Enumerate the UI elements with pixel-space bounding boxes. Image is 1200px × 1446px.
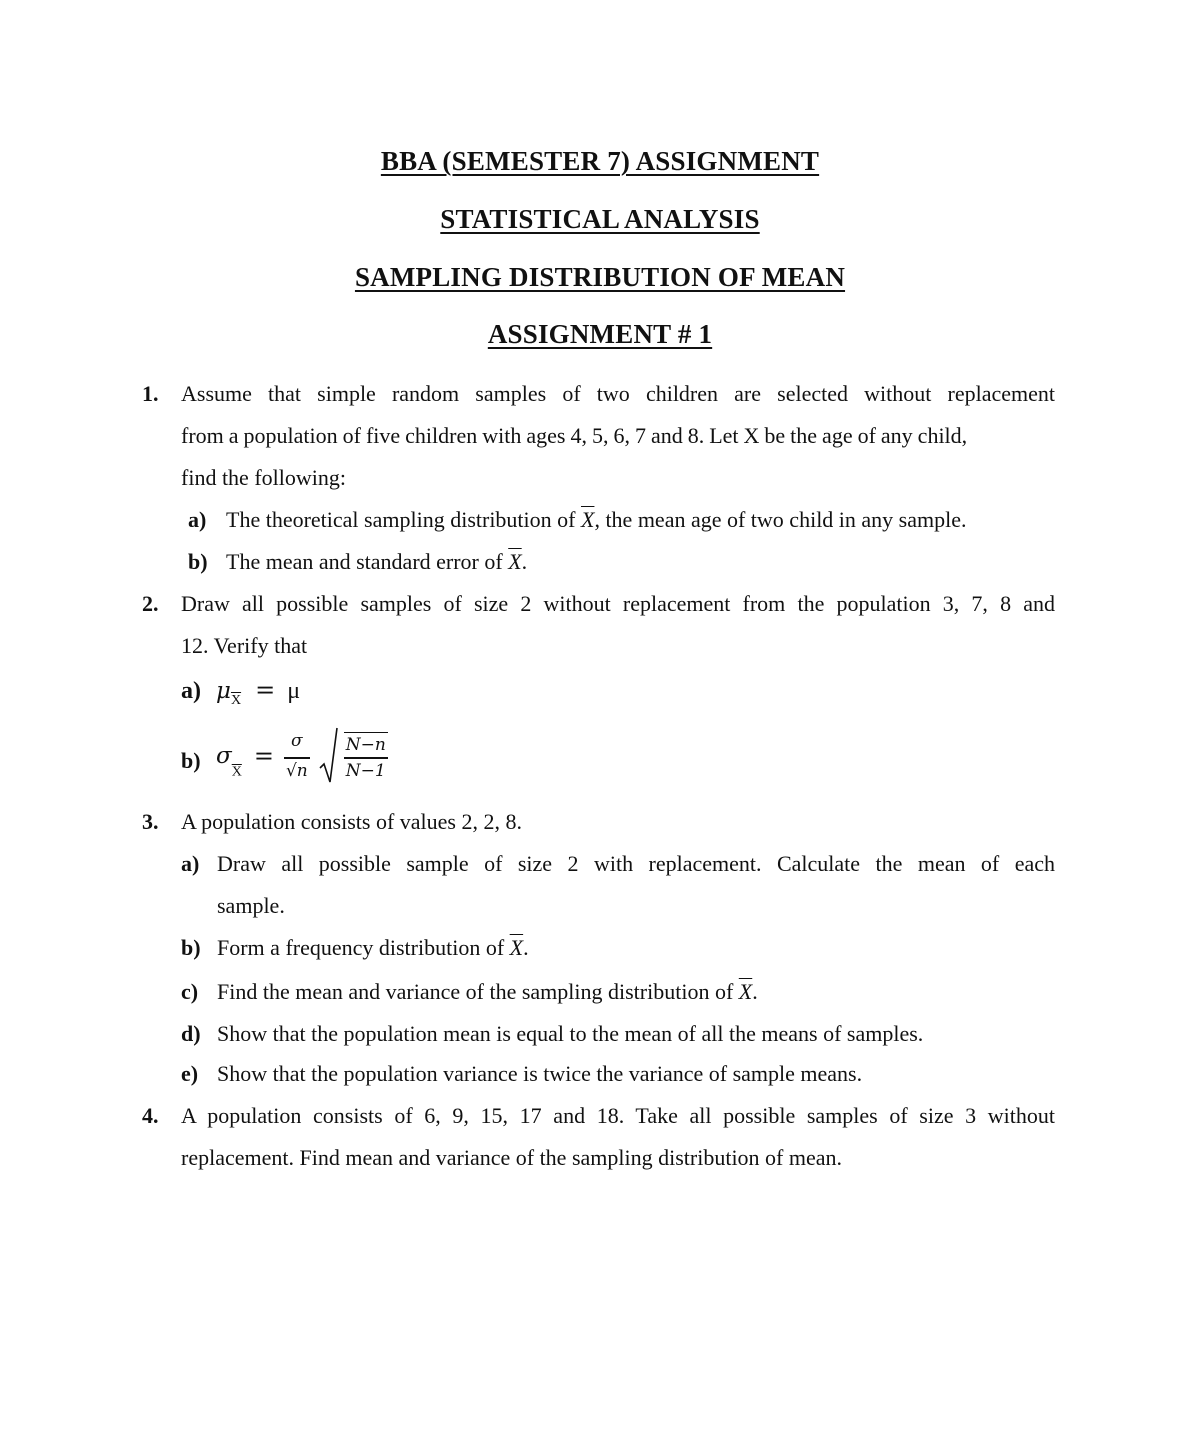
fraction-finite-correction: $\frac{N-n}{N-1}$: [344, 732, 388, 781]
question-1a-label: a): [188, 507, 207, 532]
heading-topic: SAMPLING DISTRIBUTION OF MEAN: [354, 262, 846, 292]
question-3b-label: b): [181, 935, 201, 960]
heading-subject: STATISTICAL ANALYSIS: [440, 204, 760, 234]
question-2-line-1: Draw all possible samples of size 2 without replacement from the population 3, 7, 8 and: [181, 591, 1055, 616]
question-1-number: 1.: [142, 381, 159, 406]
question-3b-text: Form a frequency distribution of $\overline{X}$.: [217, 935, 529, 960]
x-bar-symbol: $\overline{X}$: [508, 549, 522, 574]
question-3a-line-1: Draw all possible sample of size 2 with replacement. Calculate the mean of each: [217, 851, 1055, 876]
question-3d-label: d): [181, 1021, 201, 1046]
question-2a-label: a): [181, 678, 201, 704]
question-3c-text: Find the mean and variance of the sampling distribution of $\overline{X}$.: [217, 979, 758, 1004]
question-2b-label: b): [181, 748, 201, 773]
question-2-number: 2.: [142, 591, 159, 616]
question-1b-text: The mean and standard error of $\overline{X}$.: [226, 549, 528, 574]
x-bar-symbol: $\overline{X}$: [580, 507, 595, 532]
question-1-line-2: from a population of five children with ages 4, 5, 6, 7 and 8. Let X be the age of any child,: [181, 423, 968, 448]
question-1-line-3: find the following:: [181, 465, 346, 490]
question-4-line-2: replacement. Find mean and variance of the sampling distribution of mean.: [181, 1145, 843, 1170]
x-bar-symbol: $\overline{X}$: [738, 979, 753, 1004]
x-bar-symbol: $\overline{X}$: [509, 935, 524, 960]
question-3a-line-2: sample.: [217, 893, 285, 918]
question-4-line-1: A population consists of 6, 9, 15, 17 and 18. Take all possible samples of size 3 without: [181, 1103, 1055, 1128]
radical-icon: [318, 726, 338, 786]
question-3c-label: c): [181, 979, 199, 1004]
formula-standard-error: $\sigma_{\overline{X}}$ = $\frac{\sigma}{√n}$ $\frac{N-n}{N-1}$: [216, 726, 388, 786]
heading-course: BBA (SEMESTER 7) ASSIGNMENT: [380, 146, 820, 176]
heading-assignment-number: ASSIGNMENT # 1: [487, 319, 713, 349]
formula-mean-equality: $\mu_{\overline{X}} = \mu$: [216, 676, 301, 708]
question-3d-text: Show that the population mean is equal to the mean of all the means of samples.: [217, 1021, 924, 1046]
question-3e-label: e): [181, 1061, 199, 1086]
question-3-line-1: A population consists of values 2, 2, 8.: [181, 809, 522, 834]
question-3e-text: Show that the population variance is twice the variance of sample means.: [217, 1061, 863, 1086]
question-2-line-2: 12. Verify that: [181, 633, 308, 658]
question-3-number: 3.: [142, 809, 159, 834]
question-4-number: 4.: [142, 1103, 159, 1128]
question-3a-label: a): [181, 851, 200, 876]
question-1b-label: b): [188, 549, 208, 574]
fraction-sigma-over-root-n: $\frac{\sigma}{√n}$: [285, 731, 308, 781]
question-1-line-1: Assume that simple random samples of two children are selected without replacement: [181, 381, 1055, 406]
square-root-sign: [318, 726, 388, 786]
question-1a-text: The theoretical sampling distribution of $\overline{X}$, the mean age of two child in any sample.: [226, 507, 967, 532]
